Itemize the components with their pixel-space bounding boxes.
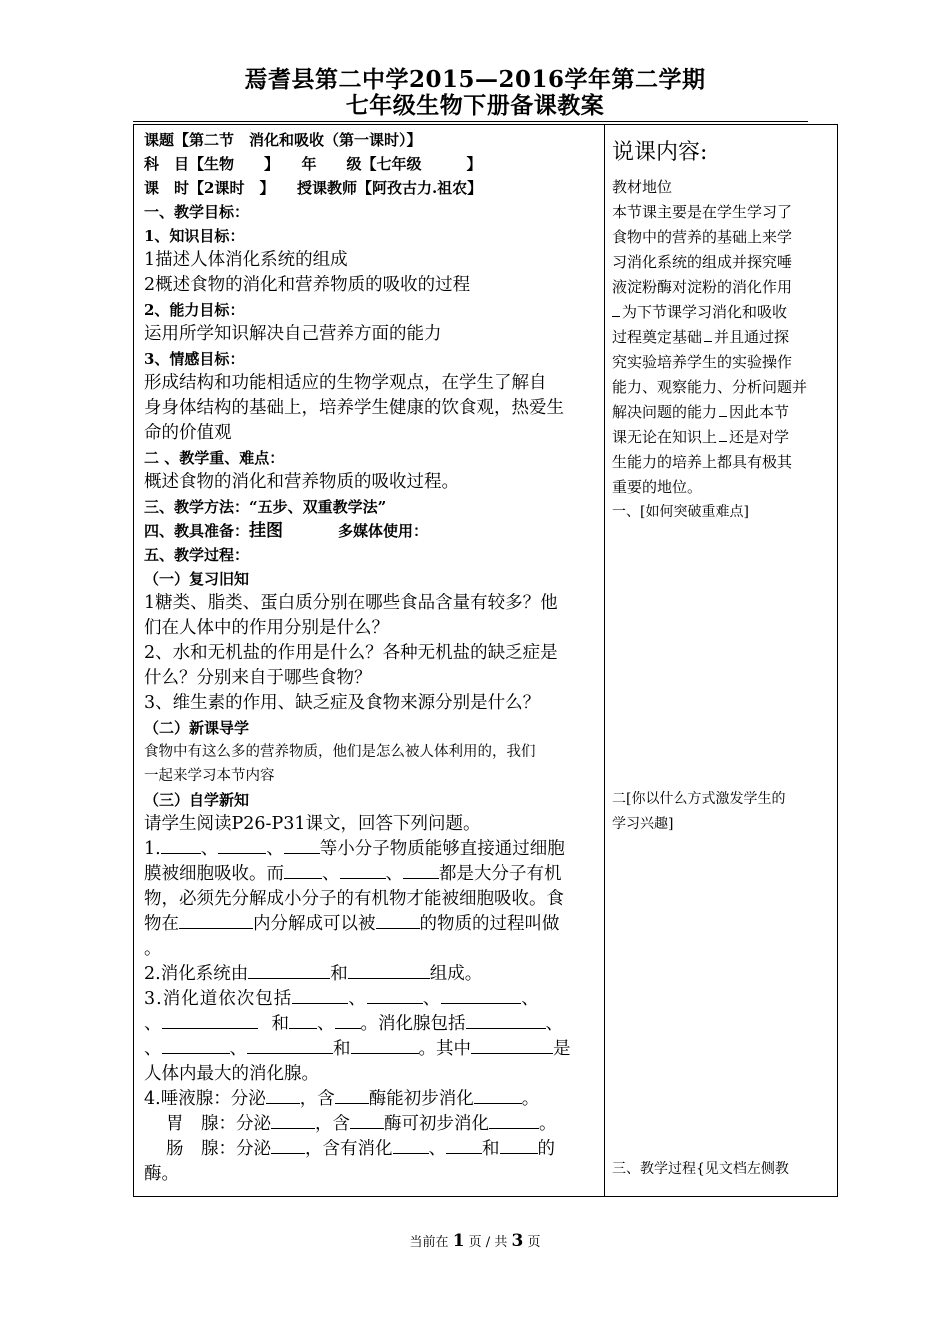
lesson-topic: 课题【第二节 消化和吸收（第一课时）】 [144, 131, 422, 149]
lecture-notes-column [612, 137, 834, 1182]
answer-blank[interactable] [271, 1112, 315, 1129]
notes-line: 三、教学过程{见文档左侧教 [612, 1161, 789, 1177]
review-question: 1糖类、脂类、蛋白质分别在哪些食品含量有较多？他 [144, 593, 558, 613]
fill-in-question-2: 2.消化系统由 和 组成。 [144, 964, 483, 984]
answer-blank[interactable] [247, 1037, 333, 1054]
objective-text: 1描述人体消化系统的组成 [144, 250, 348, 270]
subsection-heading: 1、知识目标： [144, 227, 245, 245]
review-question: 2、水和无机盐的作用是什么？各种无机盐的缺乏症是 [144, 643, 558, 663]
answer-blank[interactable] [489, 1112, 539, 1129]
notes-line: 学习兴趣] [612, 816, 674, 832]
review-question: 3、维生素的作用、缺乏症及食物来源分别是什么？ [144, 693, 541, 713]
notes-line: 教材地位 [612, 178, 673, 196]
page-footer: 当前在 1 页 / 共 3 页 [409, 1231, 541, 1251]
answer-blank[interactable] [466, 1012, 546, 1029]
fill-in-question-1: 。 [144, 939, 162, 959]
notes-line: 一、[如何突破重难点] [612, 504, 749, 520]
notes-heading: 说课内容: [612, 140, 708, 165]
section-heading: 三、教学方法：“五步、双重教学法” [144, 498, 387, 516]
fill-in-question-4: 酶。 [144, 1164, 179, 1184]
answer-blank[interactable] [376, 912, 420, 929]
teaching-aids-label: 四、教具准备： [144, 522, 250, 540]
notes-line: 食物中的营养的基础上来学 [612, 228, 793, 246]
current-page-number: 1 [452, 1231, 465, 1251]
lesson-content-column [144, 128, 599, 1187]
answer-blank[interactable] [350, 1112, 384, 1129]
section-heading: 五、教学过程： [144, 546, 250, 564]
document-title: 焉耆县第二中学2015—2016学年第二学期 [244, 66, 706, 93]
answer-blank[interactable] [266, 1087, 300, 1104]
answer-blank[interactable] [471, 1037, 553, 1054]
answer-blank[interactable] [162, 1037, 230, 1054]
answer-blank[interactable] [500, 1137, 538, 1154]
fill-in-question-1: 膜被细胞吸收。而 、 、 都是大分子有机 [144, 864, 562, 884]
subject-grade: 科 目【生物 】 年 级【七年级 】 [144, 155, 482, 173]
fill-in-question-3: 3.消化道依次包括 、 、 、 [144, 989, 540, 1009]
answer-blank[interactable] [348, 962, 430, 979]
review-question: 什么？分别来自于哪些食物？ [144, 668, 372, 688]
notes-line: 解决问题的能力 因此本节 [612, 403, 790, 421]
phase-heading: （一）复习旧知 [144, 570, 250, 588]
hours-teacher: 课 时【2课时 】 授课教师【阿孜古力.祖农】 [144, 179, 483, 197]
answer-blank[interactable] [292, 987, 348, 1004]
objective-text: 形成结构和功能相适应的生物学观点，在学生了解自 [144, 373, 547, 393]
intro-text: 食物中有这么多的营养物质，他们是怎么被人体利用的，我们 [144, 744, 536, 760]
fill-in-question-4: 胃 腺：分泌 ，含 酶可初步消化 。 [166, 1114, 557, 1134]
answer-blank[interactable] [446, 1137, 482, 1154]
answer-blank[interactable] [161, 837, 201, 854]
notes-line: 生能力的培养上都具有极其 [612, 453, 793, 471]
document-subtitle: 七年级生物下册备课教案 [345, 92, 605, 119]
answer-blank[interactable] [218, 837, 266, 854]
objective-text: 命的价值观 [144, 423, 232, 443]
fill-in-question-4: 4.唾液腺：分泌 ，含 酶能初步消化 。 [144, 1089, 540, 1109]
multimedia-label: 多媒体使用： [338, 522, 429, 540]
answer-blank[interactable] [474, 1087, 522, 1104]
notes-line: 液淀粉酶对淀粉的消化作用 [612, 278, 793, 296]
answer-blank[interactable] [441, 987, 521, 1004]
phase-heading: （三）自学新知 [144, 791, 250, 809]
notes-line: 课无论在知识上 还是对学 [612, 428, 790, 446]
section-heading [144, 519, 599, 543]
answer-blank[interactable] [248, 962, 330, 979]
fill-in-question-1: 1. 、 、 等小分子物质能够直接通过细胞 [144, 839, 565, 859]
reading-instruction: 请学生阅读P26-P31课文，回答下列问题。 [144, 814, 481, 834]
lesson-plan-table [133, 124, 838, 1197]
answer-blank[interactable] [289, 1012, 317, 1029]
notes-line: 二[你以什么方式激发学生的 [612, 791, 786, 807]
answer-blank[interactable] [335, 1087, 369, 1104]
answer-blank[interactable] [284, 862, 322, 879]
answer-blank[interactable] [271, 1137, 305, 1154]
notes-line: 习消化系统的组成并探究唾 [612, 253, 793, 271]
objective-text: 2概述食物的消化和营养物质的吸收的过程 [144, 275, 471, 295]
column-divider [604, 125, 605, 1196]
section-heading: 二 、教学重、难点： [144, 449, 285, 467]
review-question: 们在人体中的作用分别是什么？ [144, 618, 389, 638]
fill-in-question-4: 肠 腺：分泌 ，含有消化 、 和 的 [166, 1139, 555, 1159]
fill-in-question-3: 、 、 和 。其中 是 [144, 1039, 571, 1059]
answer-blank[interactable] [179, 912, 253, 929]
fill-in-question-1: 物，必须先分解成小分子的有机物才能被细胞吸收。食 [144, 889, 564, 909]
notes-line: 重要的地位。 [612, 478, 703, 496]
notes-line: 本节课主要是在学生学习了 [612, 203, 793, 221]
key-point-text: 概述食物的消化和营养物质的吸收过程。 [144, 472, 459, 492]
intro-text: 一起来学习本节内容 [144, 768, 275, 784]
answer-blank[interactable] [335, 1012, 361, 1029]
subsection-heading: 3、情感目标： [144, 350, 245, 368]
teaching-aids-value: 挂图 [249, 521, 284, 541]
answer-blank[interactable] [162, 1012, 258, 1029]
answer-blank[interactable] [351, 1037, 419, 1054]
fill-in-question-3: 人体内最大的消化腺。 [144, 1064, 319, 1084]
objective-text: 身身体结构的基础上，培养学生健康的饮食观，热爱生 [144, 398, 564, 418]
answer-blank[interactable] [403, 862, 439, 879]
fill-in-question-3: 、 和 、 。消化腺包括 、 [144, 1014, 563, 1034]
answer-blank[interactable] [367, 987, 423, 1004]
phase-heading: （二）新课导学 [144, 719, 250, 737]
answer-blank[interactable] [284, 837, 320, 854]
subsection-heading: 2、能力目标： [144, 301, 245, 319]
fill-in-question-1: 物在 内分解成可以被 的物质的过程叫做 [144, 914, 560, 934]
title-underline [133, 121, 808, 122]
notes-line: 为下节课学习消化和吸收 [612, 300, 834, 325]
notes-line: 能力、观察能力、分析问题并 [612, 378, 808, 396]
answer-blank[interactable] [340, 862, 386, 879]
notes-line: 过程奠定基础 并且通过探 [612, 328, 790, 346]
notes-line: 究实验培养学生的实验操作 [612, 353, 793, 371]
answer-blank[interactable] [393, 1137, 429, 1154]
objective-text: 运用所学知识解决自己营养方面的能力 [144, 324, 442, 344]
total-pages-number: 3 [511, 1231, 524, 1251]
section-heading: 一、教学目标： [144, 203, 250, 221]
